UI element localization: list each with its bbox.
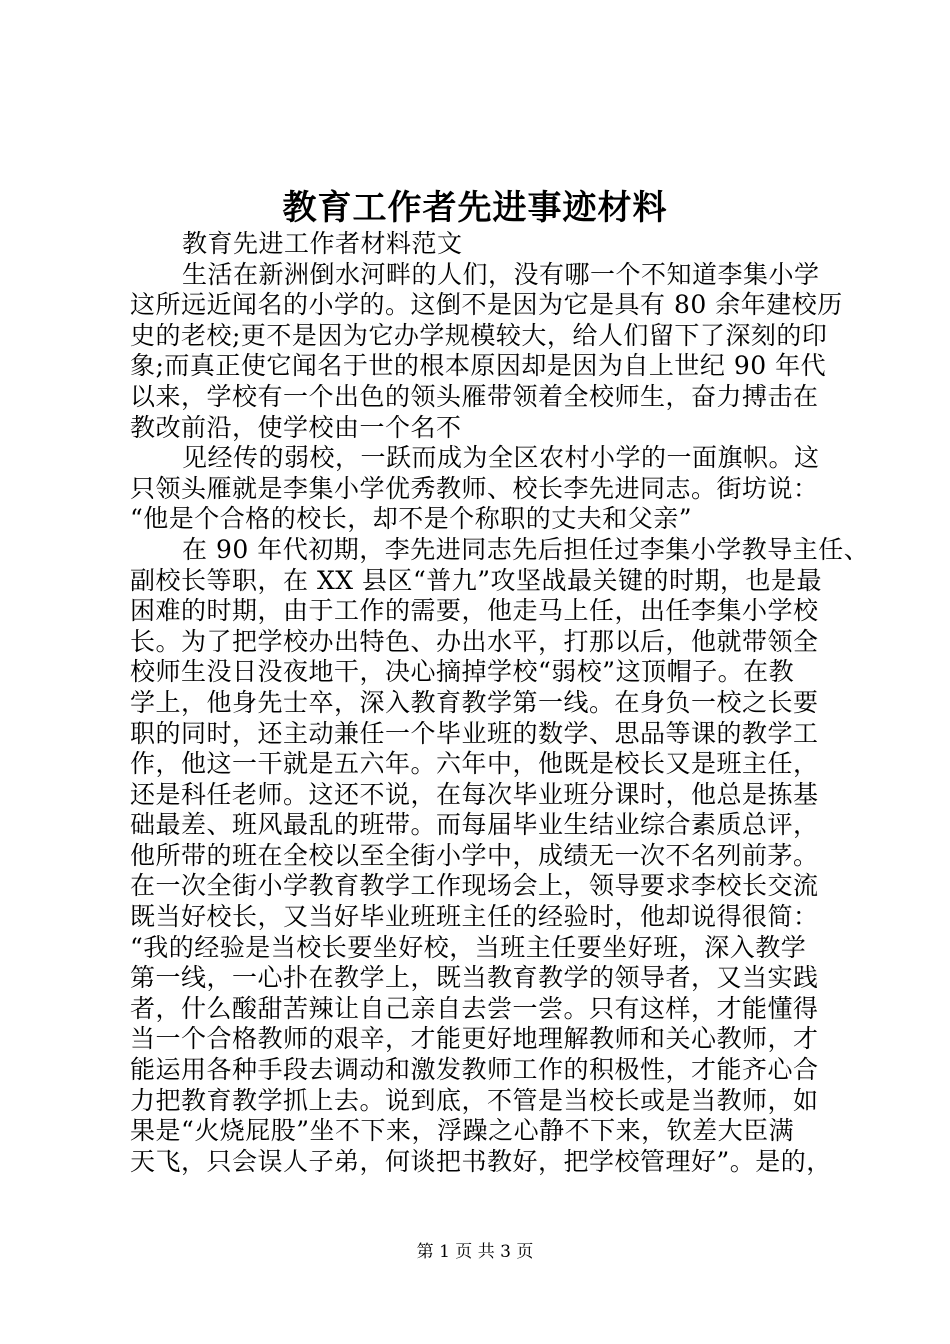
paragraph-line: 当一个合格教师的艰辛，才能更好地理解教师和关心教师，才 bbox=[130, 1024, 819, 1054]
paragraph-line: “我的经验是当校长要坐好校，当班主任要坐好班，深入教学 bbox=[130, 932, 807, 962]
paragraph-line: 者，什么酸甜苦辣让自己亲自去尝一尝。只有这样，才能懂得 bbox=[130, 993, 819, 1023]
paragraph-line: 他所带的班在全校以至全街小学中，成绩无一次不名列前茅。 bbox=[130, 840, 819, 870]
paragraph-line: 天飞，只会误人子弟，何谈把书教好，把学校管理好”。是的， bbox=[130, 1146, 832, 1176]
paragraph-line: 以来，学校有一个出色的领头雁带领着全校师生，奋力搏击在 bbox=[130, 381, 819, 411]
paragraph-line: 第一线，一心扑在教学上，既当教育教学的领导者，又当实践 bbox=[130, 963, 819, 993]
paragraph-line: 生活在新洲倒水河畔的人们，没有哪一个不知道李集小学 bbox=[182, 259, 820, 289]
paragraph-line: 力把教育教学抓上去。说到底，不管是当校长或是当教师，如 bbox=[130, 1085, 819, 1115]
paragraph-line: 史的老校;更不是因为它办学规模较大，给人们留下了深刻的印 bbox=[130, 320, 828, 350]
page-number-footer: 第 1 页 共 3 页 bbox=[416, 1242, 534, 1262]
document-body bbox=[130, 229, 870, 1177]
paragraph-line: 还是科任老师。这还不说，在每次毕业班分课时，他总是拣基 bbox=[130, 779, 819, 809]
paragraph-line: 既当好校长，又当好毕业班班主任的经验时，他却说得很简： bbox=[130, 902, 819, 932]
paragraph-line: 只领头雁就是李集小学优秀教师、校长李先进同志。街坊说： bbox=[130, 473, 819, 503]
paragraph-line: 困难的时期，由于工作的需要，他走马上任，出任李集小学校 bbox=[130, 596, 819, 626]
paragraph-line: 教改前沿，使学校由一个名不 bbox=[130, 412, 462, 442]
paragraph-line: 学上，他身先士卒，深入教育教学第一线。在身负一校之长要 bbox=[130, 687, 819, 717]
paragraph-line: 这所远近闻名的小学的。这倒不是因为它是具有 80 余年建校历 bbox=[130, 290, 843, 320]
paragraph-line: “他是个合格的校长，却不是个称职的丈夫和父亲” bbox=[130, 504, 693, 534]
paragraph-line: 见经传的弱校，一跃而成为全区农村小学的一面旗帜。这 bbox=[182, 443, 820, 473]
paragraph-line: 在一次全街小学教育教学工作现场会上，领导要求李校长交流 bbox=[130, 871, 819, 901]
document-subtitle: 教育先进工作者材料范文 bbox=[182, 229, 463, 258]
paragraph-line: 校师生没日没夜地干，决心摘掉学校“弱校”这顶帽子。在教 bbox=[130, 657, 795, 687]
paragraph-line: 作，他这一干就是五六年。六年中，他既是校长又是班主任， bbox=[130, 749, 819, 779]
paragraph-line: 长。为了把学校办出特色、办出水平，打那以后，他就带领全 bbox=[130, 626, 819, 656]
paragraph-line: 职的同时，还主动兼任一个毕业班的数学、思品等课的教学工 bbox=[130, 718, 819, 748]
paragraph-line: 副校长等职，在 XX 县区“普九”攻坚战最关键的时期，也是最 bbox=[130, 565, 823, 595]
paragraph-line: 础最差、班风最乱的班带。而每届毕业生结业综合素质总评， bbox=[130, 810, 819, 840]
paragraph-line: 果是“火烧屁股”坐不下来，浮躁之心静不下来，钦差大臣满 bbox=[130, 1116, 795, 1146]
paragraph-line: 能运用各种手段去调动和激发教师工作的积极性，才能齐心合 bbox=[130, 1055, 819, 1085]
paragraph-line: 在 90 年代初期，李先进同志先后担任过李集小学教导主任、 bbox=[182, 534, 870, 564]
document-title: 教育工作者先进事迹材料 bbox=[282, 188, 668, 228]
paragraph-line: 象;而真正使它闻名于世的根本原因却是因为自上世纪 90 年代 bbox=[130, 351, 827, 381]
